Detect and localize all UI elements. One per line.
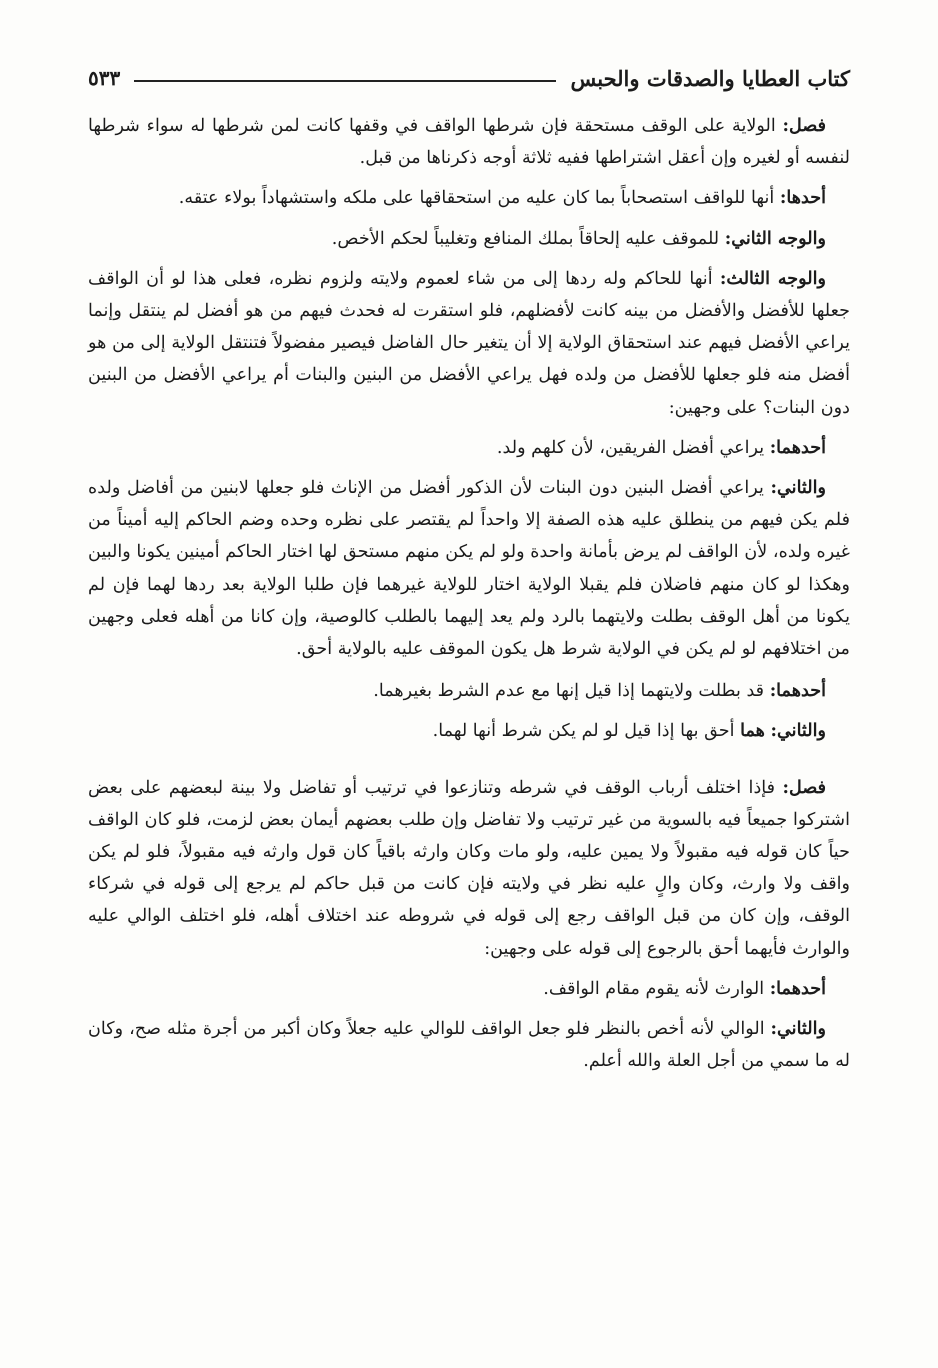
paragraph-lead: أحدها: bbox=[779, 187, 826, 209]
running-title: كتاب العطايا والصدقات والحبس bbox=[570, 65, 850, 91]
paragraph-second-view bbox=[88, 223, 850, 255]
paragraph-lead: فصل: bbox=[782, 115, 826, 136]
header-rule bbox=[134, 80, 556, 82]
paragraph-text: يراعي أفضل الفريقين، لأن كلهم ولد. bbox=[496, 437, 770, 458]
paragraph-third-view bbox=[88, 263, 850, 424]
paragraph-text: أنها للواقف استصحاباً بما كان عليه من استحقاقها على ملكه واستشهاداً بولاء عتقه. bbox=[178, 188, 780, 209]
book-page bbox=[88, 58, 850, 1338]
paragraph-second-sub-option bbox=[88, 715, 850, 747]
paragraph-first-view bbox=[88, 182, 850, 214]
paragraph-guardian-option bbox=[88, 1013, 850, 1077]
paragraph-lead: أحدهما: bbox=[769, 680, 826, 702]
paragraph-text: أحق بها إذا قيل لو لم يكن شرط أنها لهما. bbox=[432, 721, 741, 742]
paragraph-second-option bbox=[88, 472, 850, 665]
paragraph-lead: والثاني: bbox=[770, 1018, 826, 1040]
paragraph-first-option bbox=[88, 432, 850, 464]
paragraph-text: الوارث لأنه يقوم مقام الواقف. bbox=[543, 978, 770, 999]
paragraph-lead: والوجه الثالث: bbox=[719, 267, 826, 289]
paragraph-text: قد بطلت ولايتهما إذا قيل إنها مع عدم الشرط بغيرهما. bbox=[373, 681, 770, 702]
paragraph-text: يراعي أفضل البنين دون البنات لأن الذكور أفضل من الإناث فلو جعلها لابنين من أفاضل ولده فلم يكن فيهم من ينطلق عليه هذه الصفة إلا واحداً لم يقتصر على نظره وحده وضم الحاكم إليه أميناً من غيره ولده، لأن الواقف لم يرض بأمانة واحدة ولو لم يكن منهم مستحق لها اختار الحاكم أمينين يكونا والبين وهكذا لو كان منهم فاضلان فلم يقبلا الولاية اختار للولاية غيرهما فإن طلبا الولاية بعد ردها لهما فإن لم يكونا من أهل الوقف بطلت ولايتهما بالرد ولم يعد إليهما بالطلب كالوصية، وإن كانا من أهله فعلى وجهين من اختلافهم لو لم يكن في الولاية شرط هل يكون الموقف عليه بالولاية أحق. bbox=[88, 478, 850, 660]
paragraph-text: للموقف عليه إلحاقاً بملك المنافع وتغليباً لحكم الأخص. bbox=[331, 228, 725, 249]
paragraph-lead: فصل: bbox=[782, 776, 826, 798]
paragraph-fasl-wilaya bbox=[88, 110, 850, 174]
paragraph-text: الوالي لأنه أخص بالنظر فلو جعل الواقف للوالي عليه جعلاً وكان أكبر من أجرة مثله صح، وكان له ما سمي من أجل العلة والله أعلم. bbox=[88, 1019, 850, 1072]
paragraph-lead: والثاني: bbox=[770, 477, 826, 499]
paragraph-first-sub-option bbox=[88, 675, 850, 707]
paragraph-fasl-dispute bbox=[88, 772, 850, 965]
running-header bbox=[88, 58, 850, 98]
paragraph-lead: أحدهما: bbox=[769, 436, 826, 458]
paragraph-lead: والوجه الثاني: bbox=[724, 227, 826, 249]
paragraph-heir-option bbox=[88, 973, 850, 1005]
paragraph-lead: أحدهما: bbox=[769, 977, 826, 999]
paragraph-text: فإذا اختلف أرباب الوقف في شرطه وتنازعوا في ترتيب أو تفاضل ولا بينة لبعضهم على بعض اشتركوا جميعاً فيه بالسوية من غير ترتيب ولا تفاضل وإن طلب بعضهم أيمان بعض لزمت، فلو كان الواقف حياً كان قوله فيه مقبولاً ولا يمين عليه، ولو مات وكان وارثه باقياً كان قول وارثه فيه مقبولاً، فلو لم يكن واقف ولا وارث، وكان والٍ عليه نظر في ولايته فإن كانت من قبل حاكم لم يرجع إلى قوله في شركاء الوقف، وإن كان من قبل الواقف رجع إلى قوله في شروطه عند اختلاف أهله، فلو اختلف الوالي عليه والوارث فأيهما أحق بالرجوع إلى قوله على وجهين: bbox=[88, 777, 850, 959]
emphasis-word: هما bbox=[740, 720, 765, 742]
paragraph-lead: والثاني: bbox=[770, 720, 826, 742]
page-number: ٥٣٣ bbox=[88, 66, 121, 90]
paragraph-text: الولاية على الوقف مستحقة فإن شرطها الواقف في وقفها كانت لمن شرطها له سواء شرطها لنفسه أو لغيره وإن أعقل اشتراطها ففيه ثلاثة أوجه ذكرناها من قبل. bbox=[88, 116, 850, 169]
paragraph-text: أنها للحاكم وله ردها إلى من شاء لعموم ولايته ولزوم نظره، فعلى هذا لو أن الواقف جعلها للأفضل والأفضل من بينه كانت لأفضلهم، فلو استقرت له فحدث فيهم من هو أفضل لم ينتقل وإنما يراعي الأفضل فيهم عند استحقاق الولاية إلا أن يتغير حال الفاضل فيصير مفضولاً فتنتقل الولاية إلى من هو أفضل منه فلو جعلها للأفضل من ولده فهل يراعي الأفضل من البنين والبنات أم يراعي الأفضل من البنين دون البنات؟ على وجهين: bbox=[88, 268, 850, 418]
